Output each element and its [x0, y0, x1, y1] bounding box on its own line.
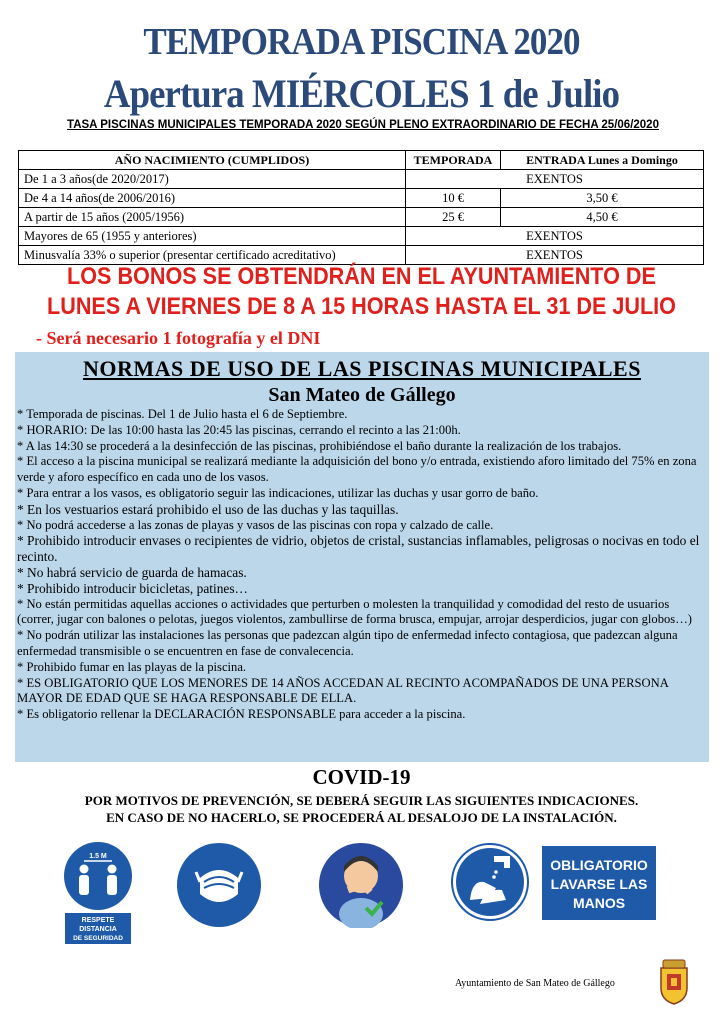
rule-item: * En los vestuarios estará prohibido el uso de las duchas y las taquillas. — [17, 501, 399, 517]
wash-hands-sign — [540, 842, 658, 924]
rule-item: * Es obligatorio rellenar la DECLARACIÓN RESPONSABLE para acceder a la piscina. — [17, 707, 466, 722]
rule-item: * HORARIO: De las 10:00 hasta las 20:45 las piscinas, cerrando el recinto a las 21:00h. — [17, 422, 461, 437]
rule-item: * Prohibido introducir bicicletas, patines… — [17, 580, 248, 596]
row-merged: EXENTOS — [406, 227, 704, 246]
rules-subtitle: San Mateo de Gállego — [268, 384, 456, 406]
row-merged: EXENTOS — [406, 246, 704, 265]
rule-item: * ES OBLIGATORIO QUE LOS MENORES DE 14 AÑOS ACCEDAN AL RECINTO ACOMPAÑADOS DE UNA PERSONA MAYOR DE EDAD QUE SE HAGA RESPONSABLE DE ELLA. — [17, 675, 669, 706]
cough-elbow-icon — [318, 842, 404, 928]
rule-item: * A las 14:30 se procederá a la desinfección de las piscinas, prohibiéndose el baño durante la realización de los trabajos. — [17, 438, 622, 453]
rule-item: * Prohibido fumar en las playas de la piscina. — [17, 659, 247, 674]
distance-label: RESPETE — [81, 917, 115, 924]
face-mask-icon — [176, 842, 262, 928]
page-subtitle: Apertura MIÉRCOLES 1 de Julio — [103, 71, 620, 116]
bonos-line2: LUNES A VIERNES DE 8 A 15 HORAS HASTA EL 31 DE JULIO — [47, 293, 676, 320]
distance-label: DE SEGURIDAD — [73, 935, 123, 942]
row-label: De 4 a 14 años(de 2006/2016) — [19, 189, 406, 208]
page-title: TEMPORADA PISCINA 2020 — [143, 21, 580, 63]
table-row — [19, 170, 704, 189]
wash-sign-line: MANOS — [572, 895, 626, 911]
row-merged: EXENTOS — [406, 170, 704, 189]
distance-label: DISTANCIA — [79, 926, 117, 933]
rule-item: * Temporada de piscinas. Del 1 de Julio hasta el 6 de Septiembre. — [17, 407, 348, 421]
row-label: A partir de 15 años (2005/1956) — [19, 208, 406, 227]
fees-table — [18, 150, 704, 265]
row-temporada: 25 € — [406, 208, 501, 227]
rule-item: * Prohibido introducir envases o recipientes de vidrio, objetos de cristal, sustancias inflamables, peligrosas o nocivas en todo el recinto. — [17, 533, 700, 565]
rules-title: NORMAS DE USO DE LAS PISCINAS MUNICIPALES — [83, 356, 641, 381]
covid-signs — [62, 842, 662, 942]
fees-caption: TASA PISCINAS MUNICIPALES TEMPORADA 2020 SEGÚN PLENO EXTRAORDINARIO DE FECHA 25/06/2020 — [67, 119, 659, 131]
rules-panel — [15, 352, 709, 762]
table-row — [19, 208, 704, 227]
bonos-line1: LOS BONOS SE OBTENDRÁN EN EL AYUNTAMIENTO DE — [67, 263, 656, 290]
footer-text: Ayuntamiento de San Mateo de Gállego — [455, 978, 615, 989]
rule-item: * Para entrar a los vasos, es obligatorio seguir las indicaciones, utilizar las duchas y usar gorro de baño. — [17, 485, 539, 500]
row-entrada: 3,50 € — [501, 189, 704, 208]
covid-line2: EN CASO DE NO HACERLO, SE PROCEDERÁ AL DESALOJO DE LA INSTALACIÓN. — [106, 810, 617, 825]
social-distance-icon — [62, 842, 134, 946]
bonos-note: - Será necesario 1 fotografía y el DNI — [36, 328, 321, 348]
table-row — [19, 227, 704, 246]
hand-wash-icon — [450, 842, 530, 928]
wash-sign-line: OBLIGATORIO — [550, 857, 648, 873]
column-header: TEMPORADA — [406, 151, 501, 170]
covid-notice — [0, 792, 723, 826]
column-header: ENTRADA Lunes a Domingo — [501, 151, 704, 170]
wash-sign-line: LAVARSE LAS — [550, 876, 648, 892]
row-label: Mayores de 65 (1955 y anteriores) — [19, 227, 406, 246]
row-label: De 1 a 3 años(de 2020/2017) — [19, 170, 406, 189]
row-temporada: 10 € — [406, 189, 501, 208]
table-header-row — [19, 151, 704, 170]
coat-of-arms-icon — [655, 958, 693, 1006]
row-entrada: 4,50 € — [501, 208, 704, 227]
rule-item: * No están permitidas aquellas acciones o actividades que perturben o molesten la tranquilidad y comodidad del resto de usuarios (correr, jugar con balones o pelotas, juegos violentos, zambullirse de forma brusca, empujar, arrojar desperdicios, jugar con globos…) — [17, 596, 692, 627]
table-row — [19, 189, 704, 208]
bonos-notice — [36, 262, 687, 322]
rules-list — [17, 407, 707, 723]
row-label: Minusvalía 33% o superior (presentar certificado acreditativo) — [19, 246, 406, 265]
covid-line1: POR MOTIVOS DE PREVENCIÓN, SE DEBERÁ SEGUIR LAS SIGUIENTES INDICACIONES. — [84, 793, 639, 808]
rule-item: * No habrá servicio de guarda de hamacas. — [17, 564, 247, 580]
rule-item: * El acceso a la piscina municipal se realizará mediante la adquisición del bono y/o entrada, existiendo aforo limitado del 75% en zona verde y aforo específico en cada uno de los vasos. — [17, 454, 697, 485]
distance-meter: 1.5 M — [89, 853, 107, 860]
rule-item: * No podrán utilizar las instalaciones las personas que padezcan algún tipo de enfermedad infecto contagiosa, que padezcan alguna enfermedad transmisible o se encuentren en fase de convalecencia. — [17, 628, 678, 658]
column-header: AÑO NACIMIENTO (CUMPLIDOS) — [19, 151, 406, 170]
rule-item: * No podrá accederse a las zonas de playas y vasos de las piscinas con ropa y calzado de calle. — [17, 517, 494, 532]
covid-title: COVID-19 — [312, 765, 411, 789]
